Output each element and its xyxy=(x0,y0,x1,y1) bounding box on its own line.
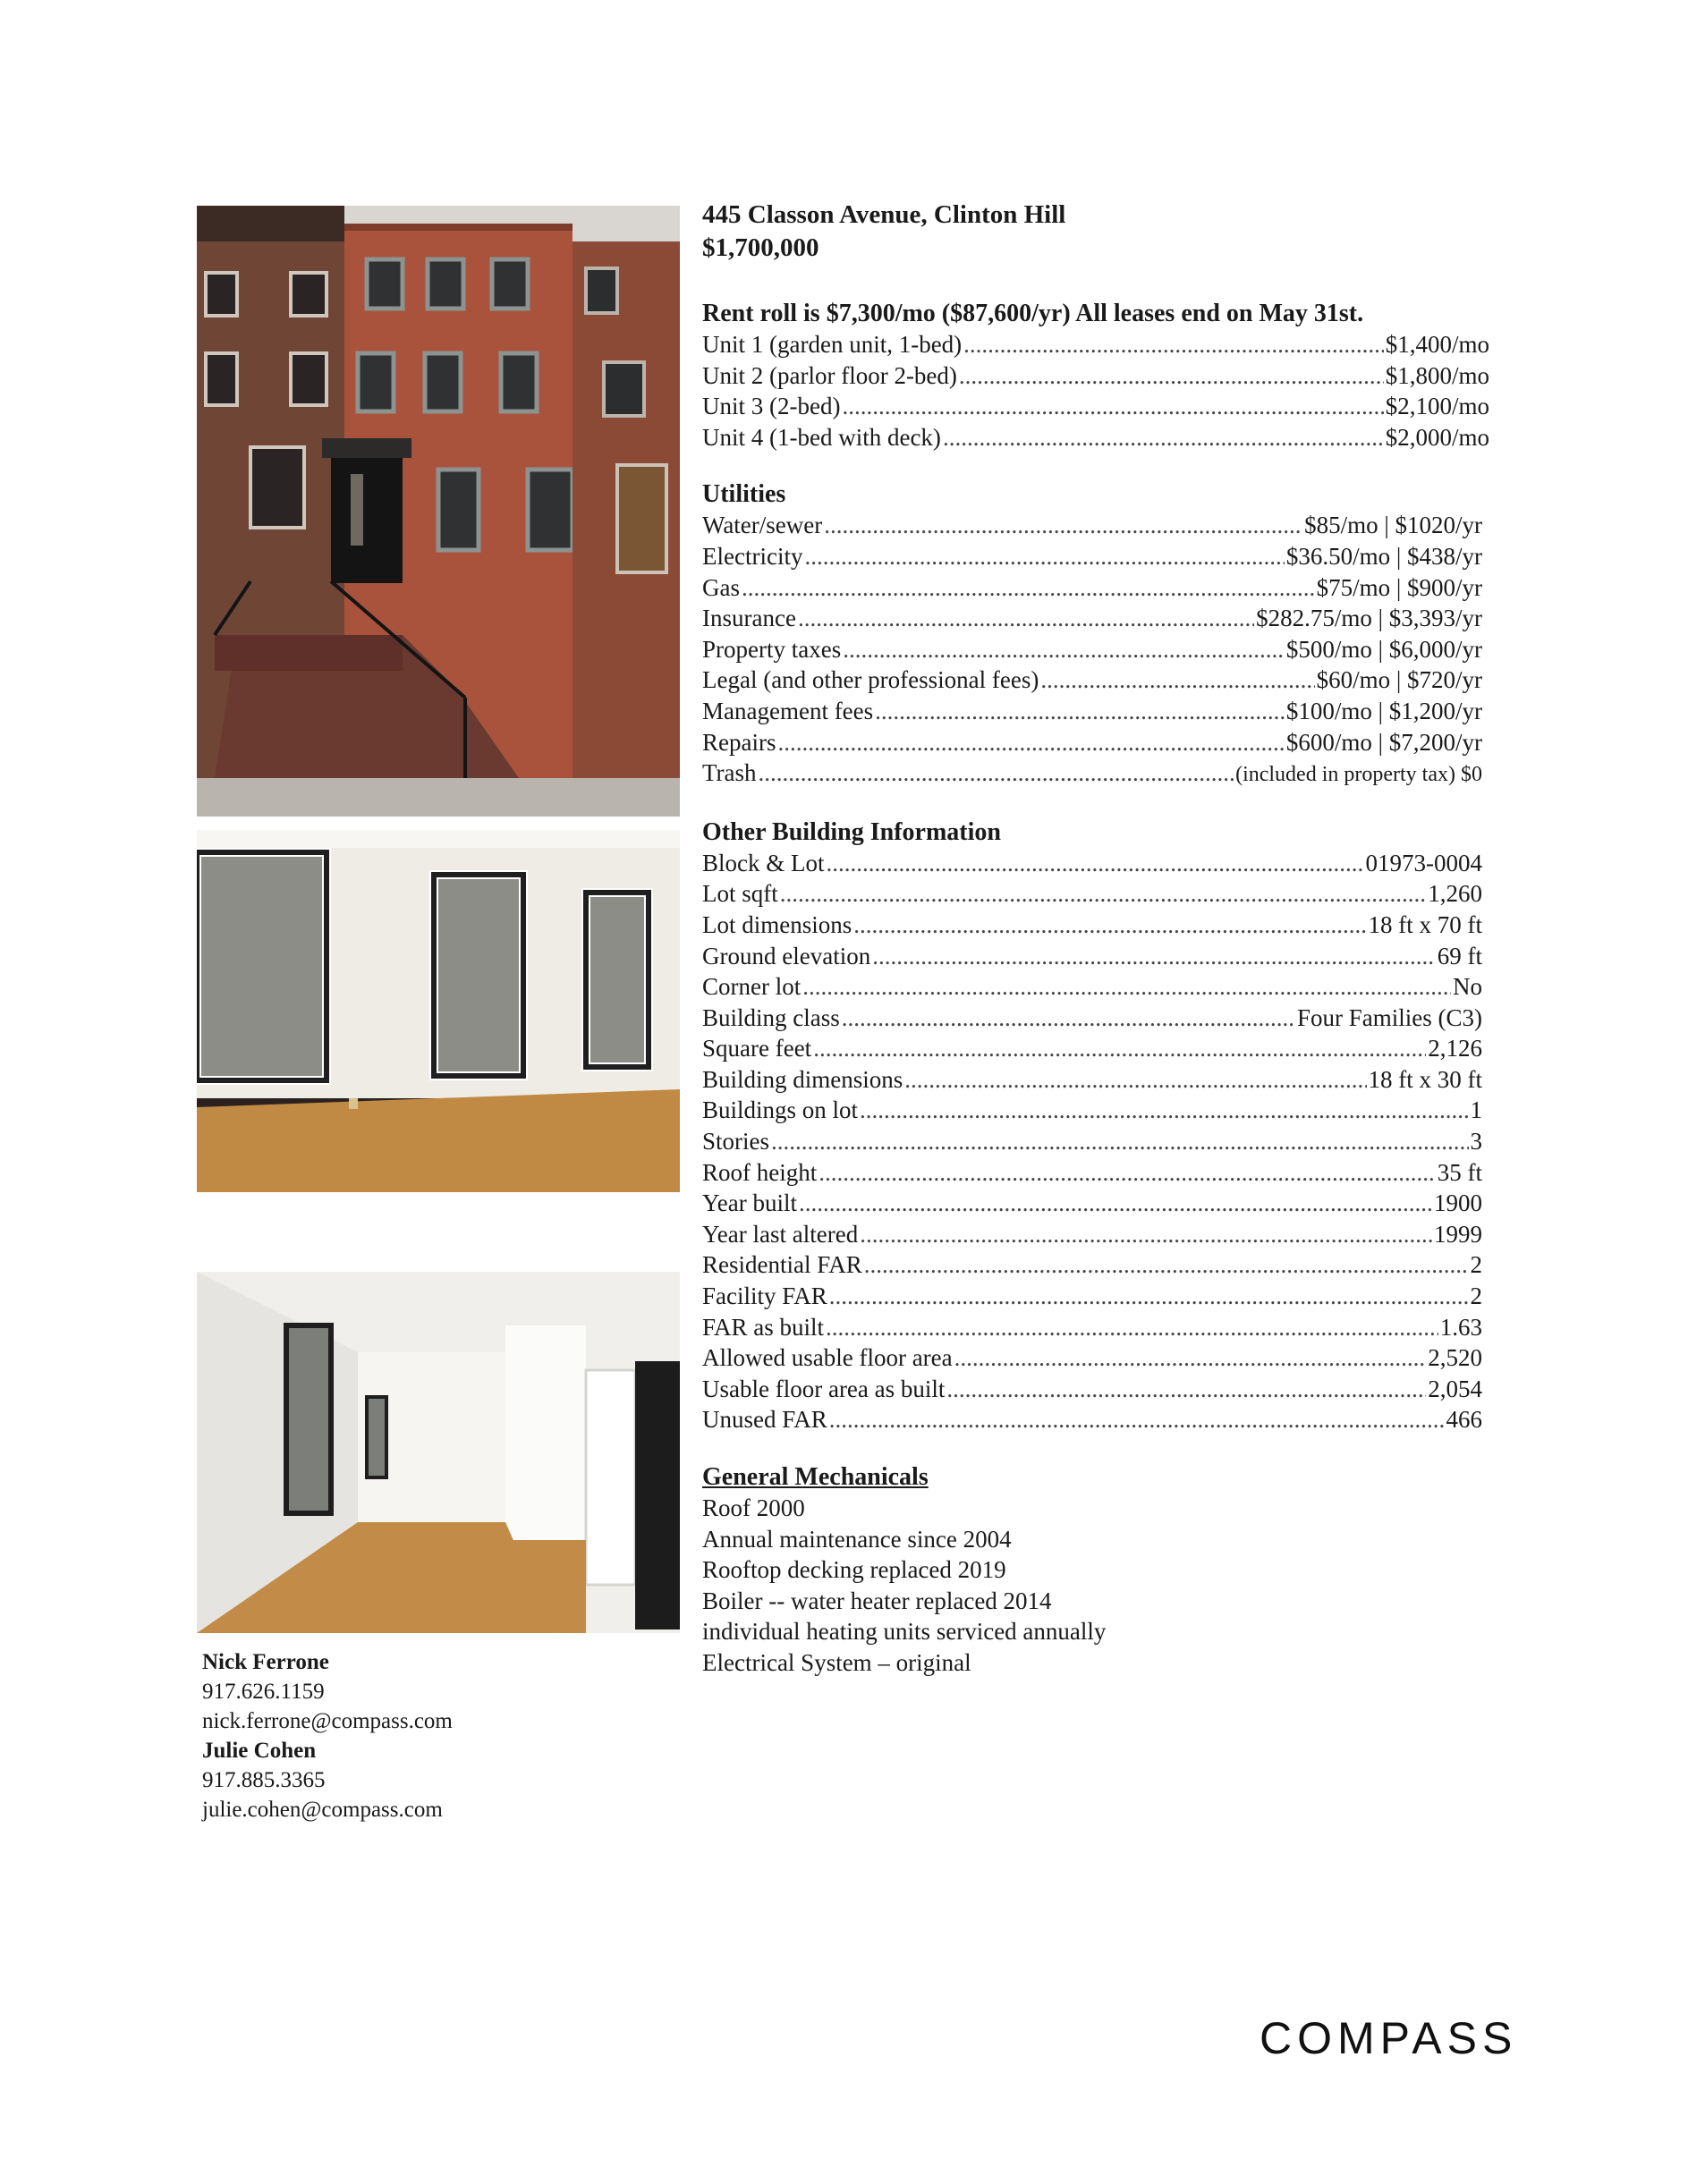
dot-leader xyxy=(853,910,1366,941)
dot-leader xyxy=(826,1312,1438,1343)
row-value: 2,054 xyxy=(1428,1375,1482,1402)
detail-row xyxy=(702,665,1482,696)
detail-row xyxy=(702,696,1482,727)
row-value: $75/mo | $900/yr xyxy=(1316,573,1482,601)
row-label: Legal (and other professional fees) xyxy=(702,666,1039,694)
row-value: 18 ft x 30 ft xyxy=(1368,1065,1482,1093)
dot-leader xyxy=(842,1003,1295,1034)
row-label: Lot dimensions xyxy=(702,910,852,938)
utilities-heading: Utilities xyxy=(702,480,786,509)
detail-row xyxy=(702,1003,1482,1034)
dot-leader xyxy=(798,603,1254,634)
detail-row xyxy=(702,910,1482,941)
row-value: $500/mo | $6,000/yr xyxy=(1285,635,1482,663)
row-label: Buildings on lot xyxy=(702,1096,859,1124)
mechanical-item: Electrical System – original xyxy=(702,1648,971,1676)
row-label: Unit 3 (2-bed) xyxy=(702,393,841,420)
detail-row xyxy=(702,360,1489,392)
detail-row xyxy=(702,572,1482,604)
dot-leader xyxy=(843,634,1285,665)
detail-row xyxy=(702,848,1482,879)
row-value: 2,520 xyxy=(1428,1344,1482,1372)
detail-row xyxy=(702,1188,1482,1219)
dot-leader xyxy=(813,1033,1426,1064)
row-value: 1 xyxy=(1470,1096,1482,1124)
row-label: Trash xyxy=(702,759,757,787)
row-label: Repairs xyxy=(702,728,776,756)
building-info-list xyxy=(702,848,1482,1435)
detail-row xyxy=(702,1219,1482,1250)
row-label: FAR as built xyxy=(702,1313,825,1341)
row-label: Year built xyxy=(702,1189,798,1217)
dot-leader xyxy=(777,727,1284,758)
dot-leader xyxy=(799,1188,1432,1219)
dot-leader xyxy=(759,758,1234,789)
detail-row xyxy=(702,1126,1482,1157)
dot-leader xyxy=(829,1281,1469,1312)
row-value: (included in property tax) $0 xyxy=(1235,763,1482,787)
detail-row xyxy=(702,758,1482,791)
detail-row xyxy=(702,634,1482,665)
mechanical-item: Boiler -- water heater replaced 2014 xyxy=(702,1587,1052,1614)
row-value: 2 xyxy=(1470,1251,1482,1279)
listing-address: 445 Classon Avenue, Clinton Hill xyxy=(702,200,1066,229)
row-value: 18 ft x 70 ft xyxy=(1368,910,1482,938)
row-label: Allowed usable floor area xyxy=(702,1344,953,1372)
detail-row xyxy=(702,1342,1482,1374)
row-label: Corner lot xyxy=(702,973,802,1001)
detail-row xyxy=(702,1095,1482,1126)
row-value: 1,260 xyxy=(1428,880,1482,908)
logo-text: COMPASS xyxy=(1260,2014,1518,2059)
listing-details xyxy=(702,199,1489,1679)
row-value: $85/mo | $1020/yr xyxy=(1304,512,1482,539)
row-label: Usable floor area as built xyxy=(702,1375,946,1402)
rent-roll-heading: Rent roll is $7,300/mo ($87,600/yr) All leases end on May 31st. xyxy=(702,300,1364,327)
row-label: Water/sewer xyxy=(702,512,823,539)
dot-leader xyxy=(959,360,1384,392)
agent-email[interactable]: julie.cohen@compass.com xyxy=(202,1798,443,1822)
detail-row xyxy=(702,1312,1482,1343)
row-label: Roof height xyxy=(702,1158,818,1186)
row-value: 35 ft xyxy=(1437,1158,1482,1186)
row-label: Gas xyxy=(702,573,740,601)
mechanicals-heading: General Mechanicals xyxy=(702,1463,929,1491)
dot-leader xyxy=(742,572,1315,604)
row-value: 69 ft xyxy=(1437,942,1482,969)
row-value: $100/mo | $1,200/yr xyxy=(1285,697,1482,724)
row-label: Residential FAR xyxy=(702,1251,862,1279)
row-value: $282.75/mo | $3,393/yr xyxy=(1256,605,1482,632)
row-value: $60/mo | $720/yr xyxy=(1316,666,1482,694)
row-value: $1,400/mo xyxy=(1385,331,1489,358)
row-value: 01973-0004 xyxy=(1365,849,1482,876)
compass-logo xyxy=(1260,2014,1564,2059)
dot-leader xyxy=(827,848,1364,879)
dot-leader xyxy=(860,1219,1432,1250)
detail-row xyxy=(702,329,1489,360)
listing-price: $1,700,000 xyxy=(702,233,819,262)
mechanical-item: Annual maintenance since 2004 xyxy=(702,1525,1012,1553)
row-label: Lot sqft xyxy=(702,880,778,908)
dot-leader xyxy=(824,510,1302,541)
detail-row xyxy=(702,1281,1482,1312)
dot-leader xyxy=(1040,665,1314,696)
row-label: Block & Lot xyxy=(702,849,825,876)
row-label: Square feet xyxy=(702,1035,812,1062)
dot-leader xyxy=(875,696,1285,727)
detail-row xyxy=(702,727,1482,758)
rent-roll-list xyxy=(702,329,1489,453)
mechanical-item: Rooftop decking replaced 2019 xyxy=(702,1556,1006,1584)
detail-row xyxy=(702,971,1482,1003)
row-value: 3 xyxy=(1470,1128,1482,1155)
dot-leader xyxy=(802,971,1451,1003)
row-value: $36.50/mo | $438/yr xyxy=(1285,542,1482,570)
row-label: Unit 2 (parlor floor 2-bed) xyxy=(702,361,957,389)
detail-row xyxy=(702,422,1489,453)
row-value: $1,800/mo xyxy=(1385,361,1489,389)
mechanicals-list xyxy=(702,1493,1489,1679)
dot-leader xyxy=(943,422,1384,453)
agent-name: Julie Cohen xyxy=(202,1739,317,1763)
building-facade-photo xyxy=(197,206,680,817)
row-label: Electricity xyxy=(702,542,803,570)
detail-row xyxy=(702,541,1482,572)
row-label: Insurance xyxy=(702,605,796,632)
row-label: Unused FAR xyxy=(702,1406,827,1434)
mechanical-item: individual heating units serviced annually xyxy=(702,1618,1107,1646)
dot-leader xyxy=(829,1404,1445,1435)
dot-leader xyxy=(872,941,1436,972)
dot-leader xyxy=(946,1374,1426,1405)
dot-leader xyxy=(842,391,1383,422)
row-label: Management fees xyxy=(702,697,874,724)
agent-email[interactable]: nick.ferrone@compass.com xyxy=(202,1709,453,1733)
detail-row xyxy=(702,391,1489,422)
row-value: 466 xyxy=(1446,1406,1482,1434)
contact-block xyxy=(202,1647,453,1824)
detail-row xyxy=(702,603,1482,634)
dot-leader xyxy=(904,1064,1366,1096)
row-value: 1900 xyxy=(1434,1189,1482,1217)
dot-leader xyxy=(860,1095,1468,1126)
row-value: 2,126 xyxy=(1428,1035,1482,1062)
detail-row xyxy=(702,878,1482,910)
detail-row xyxy=(702,1404,1482,1435)
row-label: Facility FAR xyxy=(702,1282,827,1310)
detail-row xyxy=(702,1249,1482,1281)
dot-leader xyxy=(804,541,1284,572)
utilities-list xyxy=(702,510,1482,790)
agent-phone[interactable]: 917.885.3365 xyxy=(202,1768,326,1792)
detail-row xyxy=(702,1064,1482,1096)
row-value: $2,000/mo xyxy=(1385,423,1489,451)
apartment-room-photo xyxy=(197,830,680,1192)
row-label: Ground elevation xyxy=(702,942,871,969)
dot-leader xyxy=(864,1249,1469,1281)
row-value: Four Families (C3) xyxy=(1297,1003,1482,1031)
row-label: Stories xyxy=(702,1128,770,1155)
agent-phone[interactable]: 917.626.1159 xyxy=(202,1680,325,1704)
building-info-heading: Other Building Information xyxy=(702,817,1001,846)
row-label: Property taxes xyxy=(702,635,842,663)
row-value: $2,100/mo xyxy=(1385,393,1489,420)
row-value: 1.63 xyxy=(1439,1313,1482,1341)
agent-name: Nick Ferrone xyxy=(202,1650,329,1674)
row-label: Building dimensions xyxy=(702,1065,903,1093)
row-label: Year last altered xyxy=(702,1220,859,1248)
detail-row xyxy=(702,510,1482,541)
detail-row xyxy=(702,1374,1482,1405)
dot-leader xyxy=(780,878,1427,910)
row-value: 1999 xyxy=(1434,1220,1482,1248)
row-value: No xyxy=(1453,973,1482,1001)
detail-row xyxy=(702,941,1482,972)
dot-leader xyxy=(963,329,1384,360)
dot-leader xyxy=(819,1157,1436,1189)
dot-leader xyxy=(771,1126,1468,1157)
detail-row xyxy=(702,1033,1482,1064)
dot-leader xyxy=(954,1342,1427,1374)
row-label: Unit 4 (1-bed with deck) xyxy=(702,423,941,451)
detail-row xyxy=(702,1157,1482,1189)
row-value: 2 xyxy=(1470,1282,1482,1310)
row-label: Unit 1 (garden unit, 1-bed) xyxy=(702,331,963,358)
row-value: $600/mo | $7,200/yr xyxy=(1285,728,1482,756)
mechanical-item: Roof 2000 xyxy=(702,1494,805,1521)
row-label: Building class xyxy=(702,1003,840,1031)
apartment-bedroom-photo xyxy=(197,1272,680,1633)
